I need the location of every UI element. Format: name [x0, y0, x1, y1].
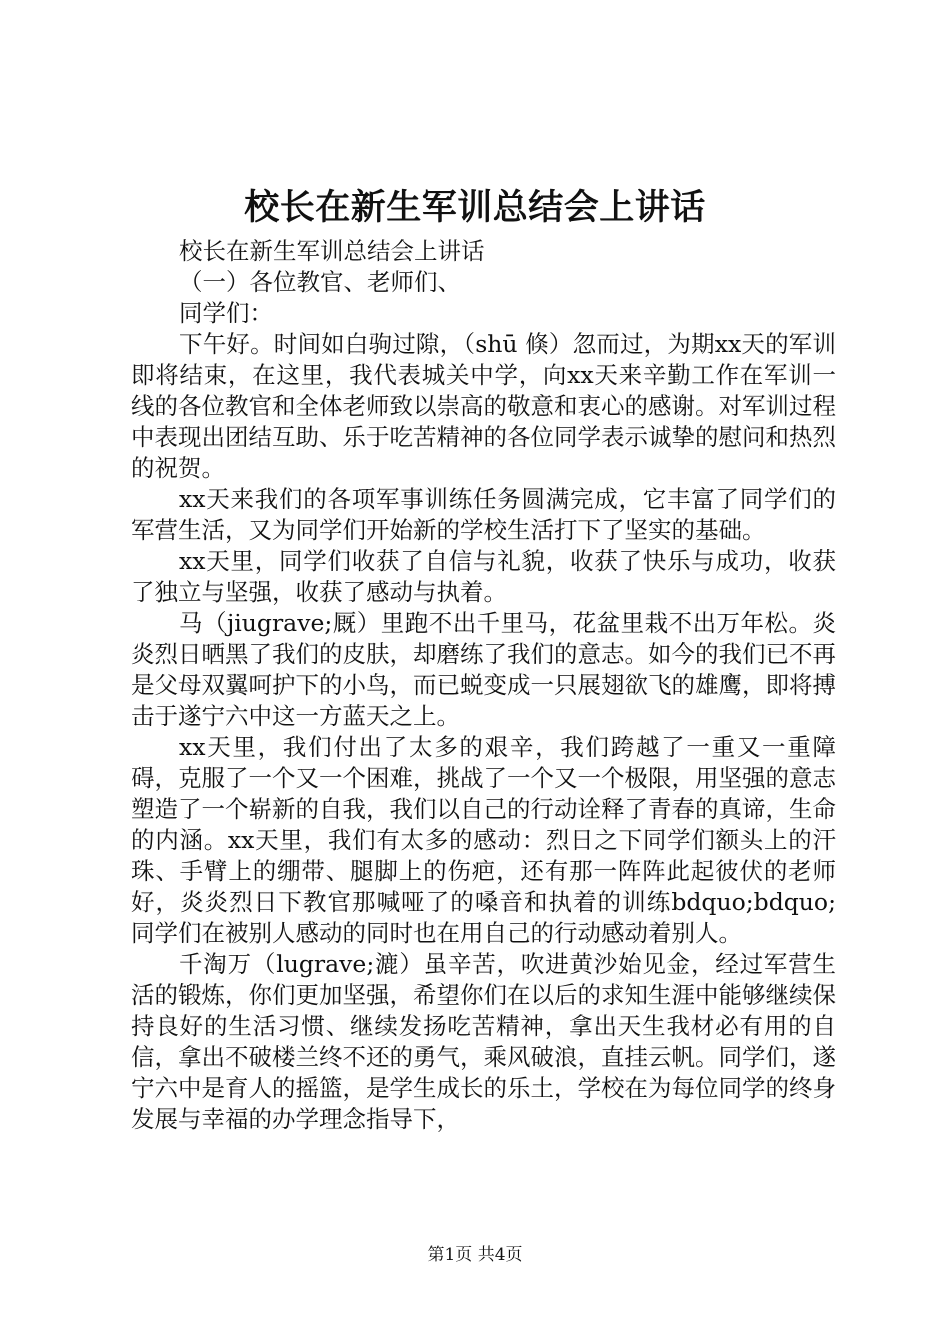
subtitle-paragraph: 校长在新生军训总结会上讲话	[179, 237, 485, 265]
body-paragraph: xx天里，我们付出了太多的艰辛，我们跨越了一重又一重障碍，克服了一个又一个困难，挑战了一个又一个极限，用坚强的意志塑造了一个崭新的自我，我们以自己的行动诠释了青春的真谛，生命的内涵。xx天里，我们有太多的感动：烈日之下同学们额头上的汗珠、手臂上的绷带、腿脚上的伤疤，还有那一阵阵此起彼伏的老师好，炎炎烈日下教官那喊哑了的嗓音和执着的训练bdquo;bdquo;同学们在被别人感动的同时也在用自己的行动感动着别人。	[131, 733, 836, 947]
body-paragraph: 下午好。时间如白驹过隙，（shū 倏）忽而过，为期xx天的军训即将结束，在这里，我代表城关中学，向xx天来辛勤工作在军训一线的各位教官和全体老师致以崇高的敬意和衷心的感谢。对军训过程中表现出团结互助、乐于吃苦精神的各位同学表示诚挚的慰问和热烈的祝贺。	[131, 330, 836, 482]
greeting-line: 同学们：	[179, 299, 273, 327]
body-paragraph: 千淘万（lugrave;漉）虽辛苦，吹进黄沙始见金，经过军营生活的锻炼，你们更加坚强，希望你们在以后的求知生涯中能够继续保持良好的生活习惯、继续发扬吃苦精神，拿出天生我材必有用的自信，拿出不破楼兰终不还的勇气，乘风破浪，直挂云帆。同学们，遂宁六中是育人的摇篮，是学生成长的乐土，学校在为每位同学的终身发展与幸福的办学理念指导下，	[131, 950, 836, 1133]
body-paragraph: xx天来我们的各项军事训练任务圆满完成，它丰富了同学们的军营生活，又为同学们开始新的学校生活打下了坚实的基础。	[131, 485, 836, 544]
greeting-line: （一）各位教官、老师们、	[179, 268, 461, 296]
body-paragraph: 马（jiugrave;厩）里跑不出千里马，花盆里栽不出万年松。炎炎烈日晒黑了我们的皮肤，却磨练了我们的意志。如今的我们已不再是父母双翼呵护下的小鸟，而已蜕变成一只展翅欲飞的雄鹰，即将搏击于遂宁六中这一方蓝天之上。	[131, 609, 836, 730]
body-paragraph: xx天里，同学们收获了自信与礼貌，收获了快乐与成功，收获了独立与坚强，收获了感动与执着。	[131, 547, 836, 606]
page-title: 校长在新生军训总结会上讲话	[244, 187, 706, 228]
page-number-footer: 第1页 共4页	[427, 1245, 523, 1265]
document-body	[131, 236, 836, 1135]
